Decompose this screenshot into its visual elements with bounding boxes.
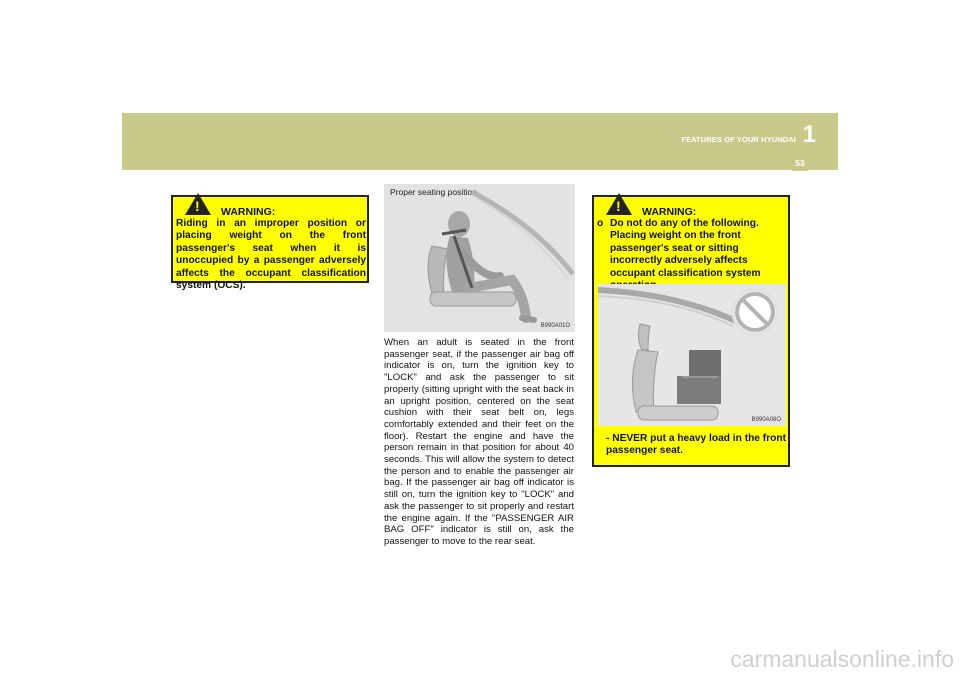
figure-code: B990A08O — [751, 417, 781, 423]
warning-heading: WARNING: — [642, 206, 697, 218]
body-paragraph: When an adult is seated in the front passenger seat, if the passenger air bag off indicator is on, turn the ignition key to "LOCK" and ask the passenger to sit properly (sitting upright with the seat back in an upright position, centered on the seat cushion with their seat belt on, legs comfortably extended and their feet on the floor). Restart the engine and have the person remain in that position for about 40 seconds. This will allow the system to detect the person and to enable the passenger air bag. If the passenger air bag off indicator is still on, turn the ignition key to "LOCK" and ask the passenger to sit properly and restart the engine again. If the "PASSENGER AIR BAG OFF" indicator is still on, ask the passenger to move to the rear seat. — [384, 337, 574, 547]
warning-box-right — [592, 195, 790, 467]
figure-caption: Proper seating position — [390, 187, 477, 197]
page-number: 53 — [786, 157, 814, 171]
figure-proper-seating — [384, 184, 575, 332]
figure-heavy-load — [598, 284, 786, 426]
chapter-number: 1 — [802, 121, 816, 148]
chapter-title: FEATURES OF YOUR HYUNDAI — [681, 135, 796, 144]
seated-person-illustration — [384, 184, 575, 332]
header-band — [122, 113, 838, 170]
warning-heading: WARNING: — [221, 206, 276, 218]
warning-triangle-icon: ! — [185, 193, 211, 215]
warning-bullet: o — [597, 218, 604, 229]
warning-item-text: - NEVER put a heavy load in the front passenger seat. — [606, 433, 786, 457]
watermark: carmanualsonline.info — [730, 646, 954, 672]
warning-text: Riding in an improper position or placing weight on the front passenger's seat when it is unoccupied by a passenger adversely affects the occupant classification system (OCS). — [176, 218, 366, 292]
figure-code: B990A01O — [540, 323, 570, 329]
warning-triangle-icon: ! — [606, 193, 632, 215]
heavy-load-illustration — [598, 284, 786, 426]
warning-box-left — [171, 195, 369, 292]
warning-intro-text: Do not do any of the following. Placing weight on the front passenger's seat or sitting incorrectly adversely affects occupant classification system — [610, 218, 761, 279]
